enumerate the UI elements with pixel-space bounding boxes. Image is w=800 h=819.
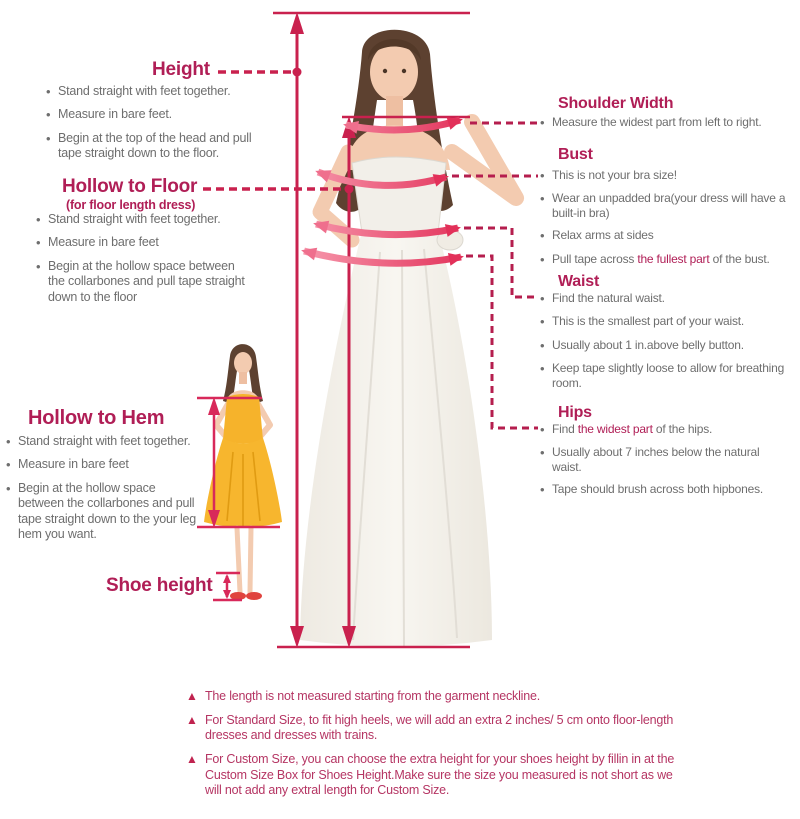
- waist-title: Waist: [558, 273, 600, 290]
- list-item: • Pull tape across the fullest part of the bust.: [540, 251, 770, 267]
- bullet-dot: •: [540, 314, 545, 330]
- bullet-dot: •: [540, 337, 545, 353]
- bullet-dot: •: [36, 235, 41, 251]
- list-item: • Stand straight with feet together.: [46, 84, 231, 99]
- height-title: Height: [152, 59, 210, 80]
- bullet-dot: •: [46, 107, 51, 123]
- up-arrowhead: [290, 12, 304, 34]
- bullet-dot: •: [540, 445, 545, 461]
- list-item: • Find the natural waist.: [540, 291, 665, 306]
- face: [370, 43, 418, 101]
- bullet-dot: •: [46, 130, 51, 146]
- warning-triangle-icon: ▲: [186, 712, 198, 727]
- right-arm: [452, 122, 516, 198]
- small-model-illustration: [204, 344, 282, 600]
- hollow-to-hem-title: Hollow to Hem: [28, 407, 165, 429]
- left-leg: [237, 528, 240, 592]
- hollow-to-floor-subtitle: (for floor length dress): [66, 198, 196, 212]
- right-shoe: [246, 592, 262, 600]
- list-item: • This is the smallest part of your waist.: [540, 314, 745, 330]
- bullet-dot: •: [540, 115, 545, 130]
- bullet-dot: •: [36, 212, 41, 227]
- connector-dot: [293, 68, 302, 77]
- hips-title: Hips: [558, 404, 592, 421]
- footer-notes: [186, 689, 696, 807]
- bust-title: Bust: [558, 146, 593, 163]
- hollow-to-hem-bullets: [6, 434, 202, 550]
- highlighted-text: the widest part: [577, 422, 653, 436]
- neck: [239, 372, 247, 384]
- list-item: • Begin at the top of the head and pull tape straight down to the floor.: [46, 130, 252, 161]
- bullet-dot: •: [540, 191, 545, 207]
- list-item: • Stand straight with feet together.: [36, 212, 221, 227]
- waist-connector-dash: [464, 228, 538, 297]
- list-item: • Measure in bare feet.: [46, 107, 172, 123]
- footer-note: ▲ For Custom Size, you can choose the extra height for your shoes height by fillin in at the Custom Size Box for Shoes Height.Make sure the size you measured is not short as we will not add any extral length for Custom Size.: [186, 751, 675, 798]
- bullet-dot: •: [36, 258, 41, 274]
- connector-dot: [345, 185, 354, 194]
- waist-bullets: [540, 291, 792, 398]
- warning-triangle-icon: ▲: [186, 689, 198, 703]
- bodice: [352, 157, 446, 239]
- list-item: • Measure the widest part from left to right.: [540, 115, 762, 130]
- list-item: • Keep tape slightly loose to allow for breathing room.: [540, 360, 785, 390]
- hollow-to-floor-title: Hollow to Floor: [62, 176, 198, 197]
- list-item: • Wear an unpadded bra(your dress will have a built-in bra): [540, 191, 786, 221]
- eye-right: [402, 69, 406, 73]
- list-item: • Begin at the hollow space between the collarbones and pull tape straight down to the floor: [36, 258, 245, 304]
- list-item: • Measure in bare feet: [36, 235, 159, 251]
- yellow-bodice: [223, 394, 263, 444]
- list-item: • Usually about 1 in.above belly button.: [540, 337, 744, 353]
- list-item: • Relax arms at sides: [540, 228, 654, 244]
- list-item: • Usually about 7 inches below the natural waist.: [540, 445, 760, 475]
- list-item: • Begin at the hollow space between the collarbones and pull tape straight down to the your leg hem you want.: [6, 480, 197, 542]
- bullet-dot: •: [46, 84, 51, 99]
- footer-note: ▲ The length is not measured starting from the garment neckline.: [186, 689, 541, 703]
- bullet-dot: •: [540, 228, 545, 244]
- neck: [386, 96, 403, 128]
- hips-bullets: [540, 422, 792, 506]
- warning-triangle-icon: ▲: [186, 751, 198, 766]
- shoulder-width-bullets: [540, 115, 792, 138]
- hips-connector-dash: [466, 256, 538, 428]
- footer-note: ▲ For Standard Size, to fit high heels, we will add an extra 2 inches/ 5 cm onto floor-length dresses and dresses with trains.: [186, 712, 674, 743]
- bullet-dot: •: [540, 168, 545, 183]
- bullet-dot: •: [6, 457, 11, 473]
- bullet-dot: •: [6, 434, 11, 449]
- down-arrowhead: [223, 590, 231, 599]
- right-leg: [250, 528, 251, 592]
- list-item: • This is not your bra size!: [540, 168, 677, 183]
- bust-bullets: [540, 168, 792, 275]
- skirt: [300, 231, 492, 647]
- list-item: • Stand straight with feet together.: [6, 434, 191, 449]
- bullet-dot: •: [540, 360, 545, 376]
- bullet-dot: •: [540, 482, 545, 498]
- height-bullets: [46, 84, 261, 169]
- list-item: • Measure in bare feet: [6, 457, 129, 473]
- face: [234, 352, 252, 374]
- bullet-dot: •: [540, 291, 545, 306]
- up-arrowhead: [208, 397, 220, 415]
- list-item: • Find the widest part of the hips.: [540, 422, 713, 437]
- highlighted-text: the fullest part: [637, 251, 710, 266]
- hollow-to-floor-bullets: [36, 212, 251, 312]
- bullet-dot: •: [6, 480, 11, 496]
- list-item: • Tape should brush across both hipbones.: [540, 482, 764, 498]
- shoe-height-title: Shoe height: [106, 575, 213, 596]
- up-arrowhead: [223, 574, 231, 583]
- bullet-dot: •: [540, 251, 545, 267]
- bullet-dot: •: [540, 422, 545, 437]
- shoulder-width-title: Shoulder Width: [558, 95, 674, 112]
- eye-left: [383, 69, 387, 73]
